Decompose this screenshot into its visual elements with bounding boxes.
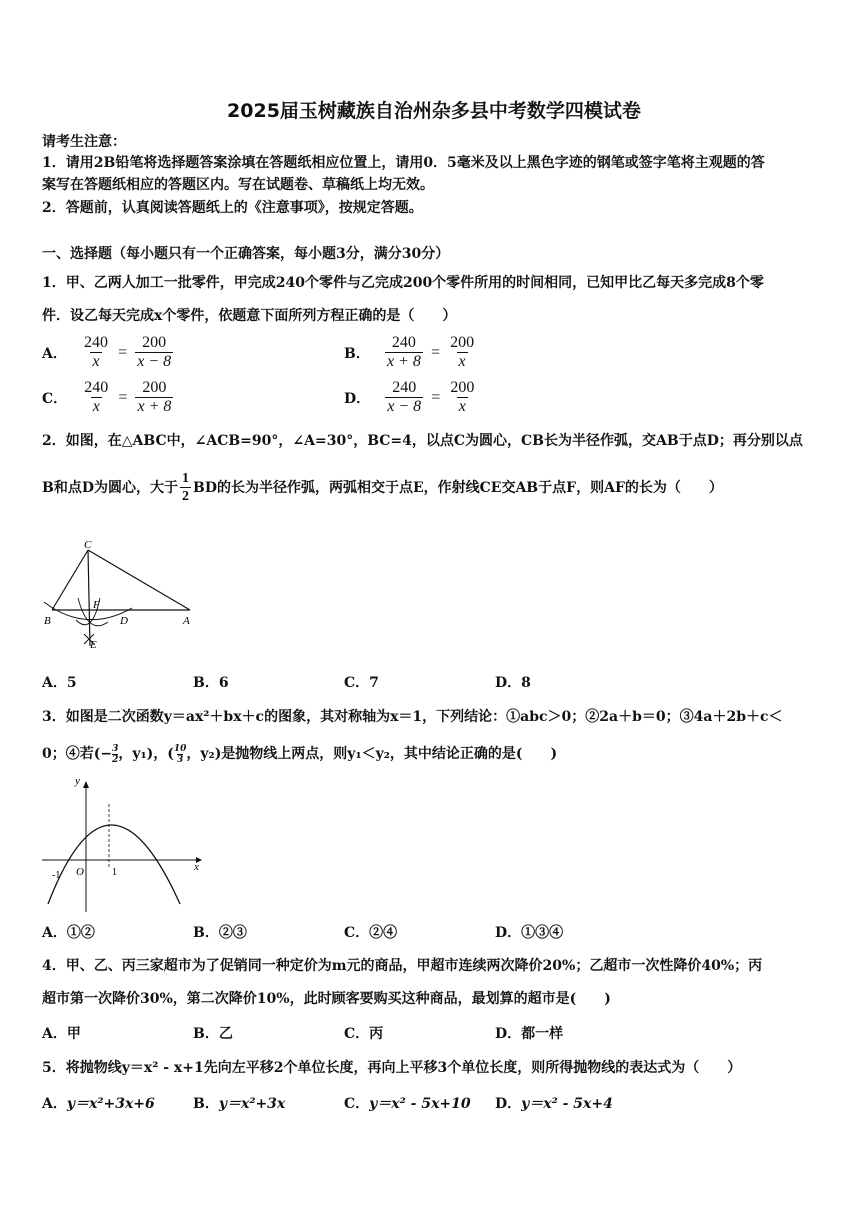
numerator: 240 [392,379,417,396]
q1-line-2: 件．设乙每天完成x个零件，依题意下面所列方程正确的是（ ） [42,308,457,324]
q2-line-2 [42,470,723,505]
denominator: x + 8 [386,353,421,370]
numerator: 3 [112,743,119,754]
q3-text-b: ，y₁)，( [118,746,174,762]
notice-line-1b: 案写在答题纸相应的答题区内。写在试题卷、草稿纸上均无效。 [42,177,434,193]
option-label: A． [42,675,67,691]
q1-line-1: 1．甲、乙两人加工一批零件，甲完成240个零件与乙完成200个零件所用的时间相同，已知甲比乙每天多完成8个零 [42,275,764,291]
q5-option-b [193,1093,285,1113]
q4-option-a [42,1023,81,1043]
q4-line-1: 4．甲、乙、丙三家超市为了促销同一种定价为m元的商品，甲超市连续两次降价20%；乙超市一次性降价40%；丙 [42,958,763,974]
half-fraction [180,470,191,505]
q5-option-c [344,1093,471,1113]
q4-line-2: 超市第一次降价30%，第二次降价10%，此时顾客要购买这种商品，最划算的超市是( ) [42,991,611,1007]
q2-triangle-figure [38,536,198,656]
option-value: ②④ [369,925,398,941]
fraction [448,334,476,371]
option-value: 7 [369,675,379,691]
q1-option-b [344,334,476,371]
option-label: B． [193,925,219,941]
numerator: 1 [181,471,189,486]
option-value: y＝x²+3x [218,1096,286,1112]
equals-sign: = [118,343,128,361]
q2-option-c [344,672,379,692]
q5-option-d [495,1093,613,1113]
denominator: x [92,353,100,370]
option-label: D． [495,1026,522,1042]
option-label: D． [495,675,522,691]
option-value: 甲 [66,1026,81,1042]
q2-text-a: B和点D为圆心，大于 [42,479,178,496]
option-value: 6 [218,675,229,691]
q3-line-1: 3．如图是二次函数y＝ax²＋bx＋c的图象，其对称轴为x＝1，下列结论：①abc＞0；②2a＋b＝0；③4a＋2b＋c＜ [42,709,783,725]
equals-sign: = [430,343,440,361]
label-c: C [84,539,92,551]
option-label: A． [42,1026,67,1042]
q4-option-c [344,1023,383,1043]
fraction [135,334,173,371]
option-value: y＝x² - 5x+10 [369,1096,471,1112]
label-b: B [44,615,51,627]
option-label: A． [42,925,67,941]
denominator: x [458,353,466,370]
numerator: 10 [173,743,187,754]
fraction [448,379,476,416]
option-label: A． [42,1096,67,1112]
q3-option-d [495,922,563,942]
label-one: 1 [112,867,117,878]
q3-option-c [344,922,397,942]
option-value: 8 [521,675,531,691]
option-label: D． [495,1096,522,1112]
option-value: 乙 [218,1026,233,1042]
q3-parabola-figure [38,774,208,914]
fraction [82,334,110,371]
denominator: x − 8 [137,353,172,370]
fraction [135,379,173,416]
option-label: D． [495,925,522,941]
q5-line-1: 5．将抛物线y＝x² - x+1先向左平移2个单位长度，再向上平移3个单位长度，则所得抛物线的表达式为（ ） [42,1060,742,1076]
numerator: 200 [142,334,167,351]
option-value: ①② [66,925,95,941]
denominator: 2 [181,489,189,504]
equals-sign: = [431,388,441,406]
label-a: A [183,615,190,627]
option-label: C． [344,1026,370,1042]
option-label: C． [344,675,370,691]
q2-line-1: 2．如图，在△ABC中，∠ACB=90°，∠A=30°，BC=4，以点C为圆心，CB长为半径作弧，交AB于点D；再分别以点 [42,433,803,449]
fraction [385,334,423,371]
numerator: 240 [83,334,108,351]
q1-option-a [42,334,173,371]
denominator: x [458,398,466,415]
option-label: B． [193,1026,219,1042]
q3-text-c: ，y₂)是抛物线上两点，则y₁＜y₂，其中结论正确的是( ) [186,746,558,762]
option-value: 5 [66,675,77,691]
fraction [385,379,423,416]
option-label: B． [193,675,219,691]
label-x: x [194,861,199,873]
numerator: 240 [84,379,109,396]
notice-heading: 请考生注意： [42,134,126,150]
numerator: 200 [450,379,475,396]
label-f: F [93,599,100,611]
q2-text-b: BD的长为半径作弧，两弧相交于点E，作射线CE交AB于点F，则AF的长为（ ） [192,479,723,496]
label-origin: O [76,866,84,878]
option-value: ②③ [218,925,247,941]
q2-option-d [495,672,531,692]
page-title: 2025届玉树藏族自治州杂多县中考数学四模试卷 [227,100,641,122]
option-label: D． [344,390,371,407]
label-neg-one: -1 [52,870,61,881]
q3-option-b [193,922,247,942]
denominator: x [92,398,100,415]
q2-option-b [193,672,229,692]
option-label: A． [42,345,67,362]
fraction-10-3 [174,744,187,765]
numerator: 240 [391,334,416,351]
denominator: 3 [177,754,184,765]
notice-line-2: 2．答题前，认真阅读答题纸上的《注意事项》，按规定答题。 [42,200,423,216]
option-label: C． [344,925,370,941]
equals-sign: = [118,388,128,406]
denominator: x + 8 [137,398,172,415]
label-d: D [120,615,128,627]
option-label: C． [42,390,68,407]
option-value: 丙 [369,1026,384,1042]
notice-line-1a: 1．请用2B铅笔将选择题答案涂填在答题纸相应位置上，请用0．5毫米及以上黑色字迹的钢笔或签字笔将主观题的答 [42,155,765,171]
denominator: x − 8 [387,398,422,415]
q1-option-c [42,379,173,416]
denominator: 2 [112,754,119,765]
q4-option-b [193,1023,233,1043]
label-y: y [75,775,80,787]
option-value: y＝x²+3x+6 [66,1096,155,1112]
option-value: ①③④ [521,925,564,941]
numerator: 200 [142,379,167,396]
option-label: B． [344,345,370,362]
numerator: 200 [450,334,475,351]
q3-option-a [42,922,95,942]
option-label: C． [344,1096,370,1112]
section-heading: 一、选择题（每小题只有一个正确答案，每小题3分，满分30分） [42,246,450,262]
q2-option-a [42,672,77,692]
option-label: B． [193,1096,219,1112]
q3-text-a: 0；④若(− [42,746,113,762]
label-e: E [90,639,97,651]
q3-line-2 [42,743,557,765]
q1-option-d [344,379,476,416]
option-value: y＝x² - 5x+4 [521,1096,613,1112]
q5-option-a [42,1093,155,1113]
fraction [82,379,110,416]
option-value: 都一样 [521,1026,564,1042]
q4-option-d [495,1023,563,1043]
